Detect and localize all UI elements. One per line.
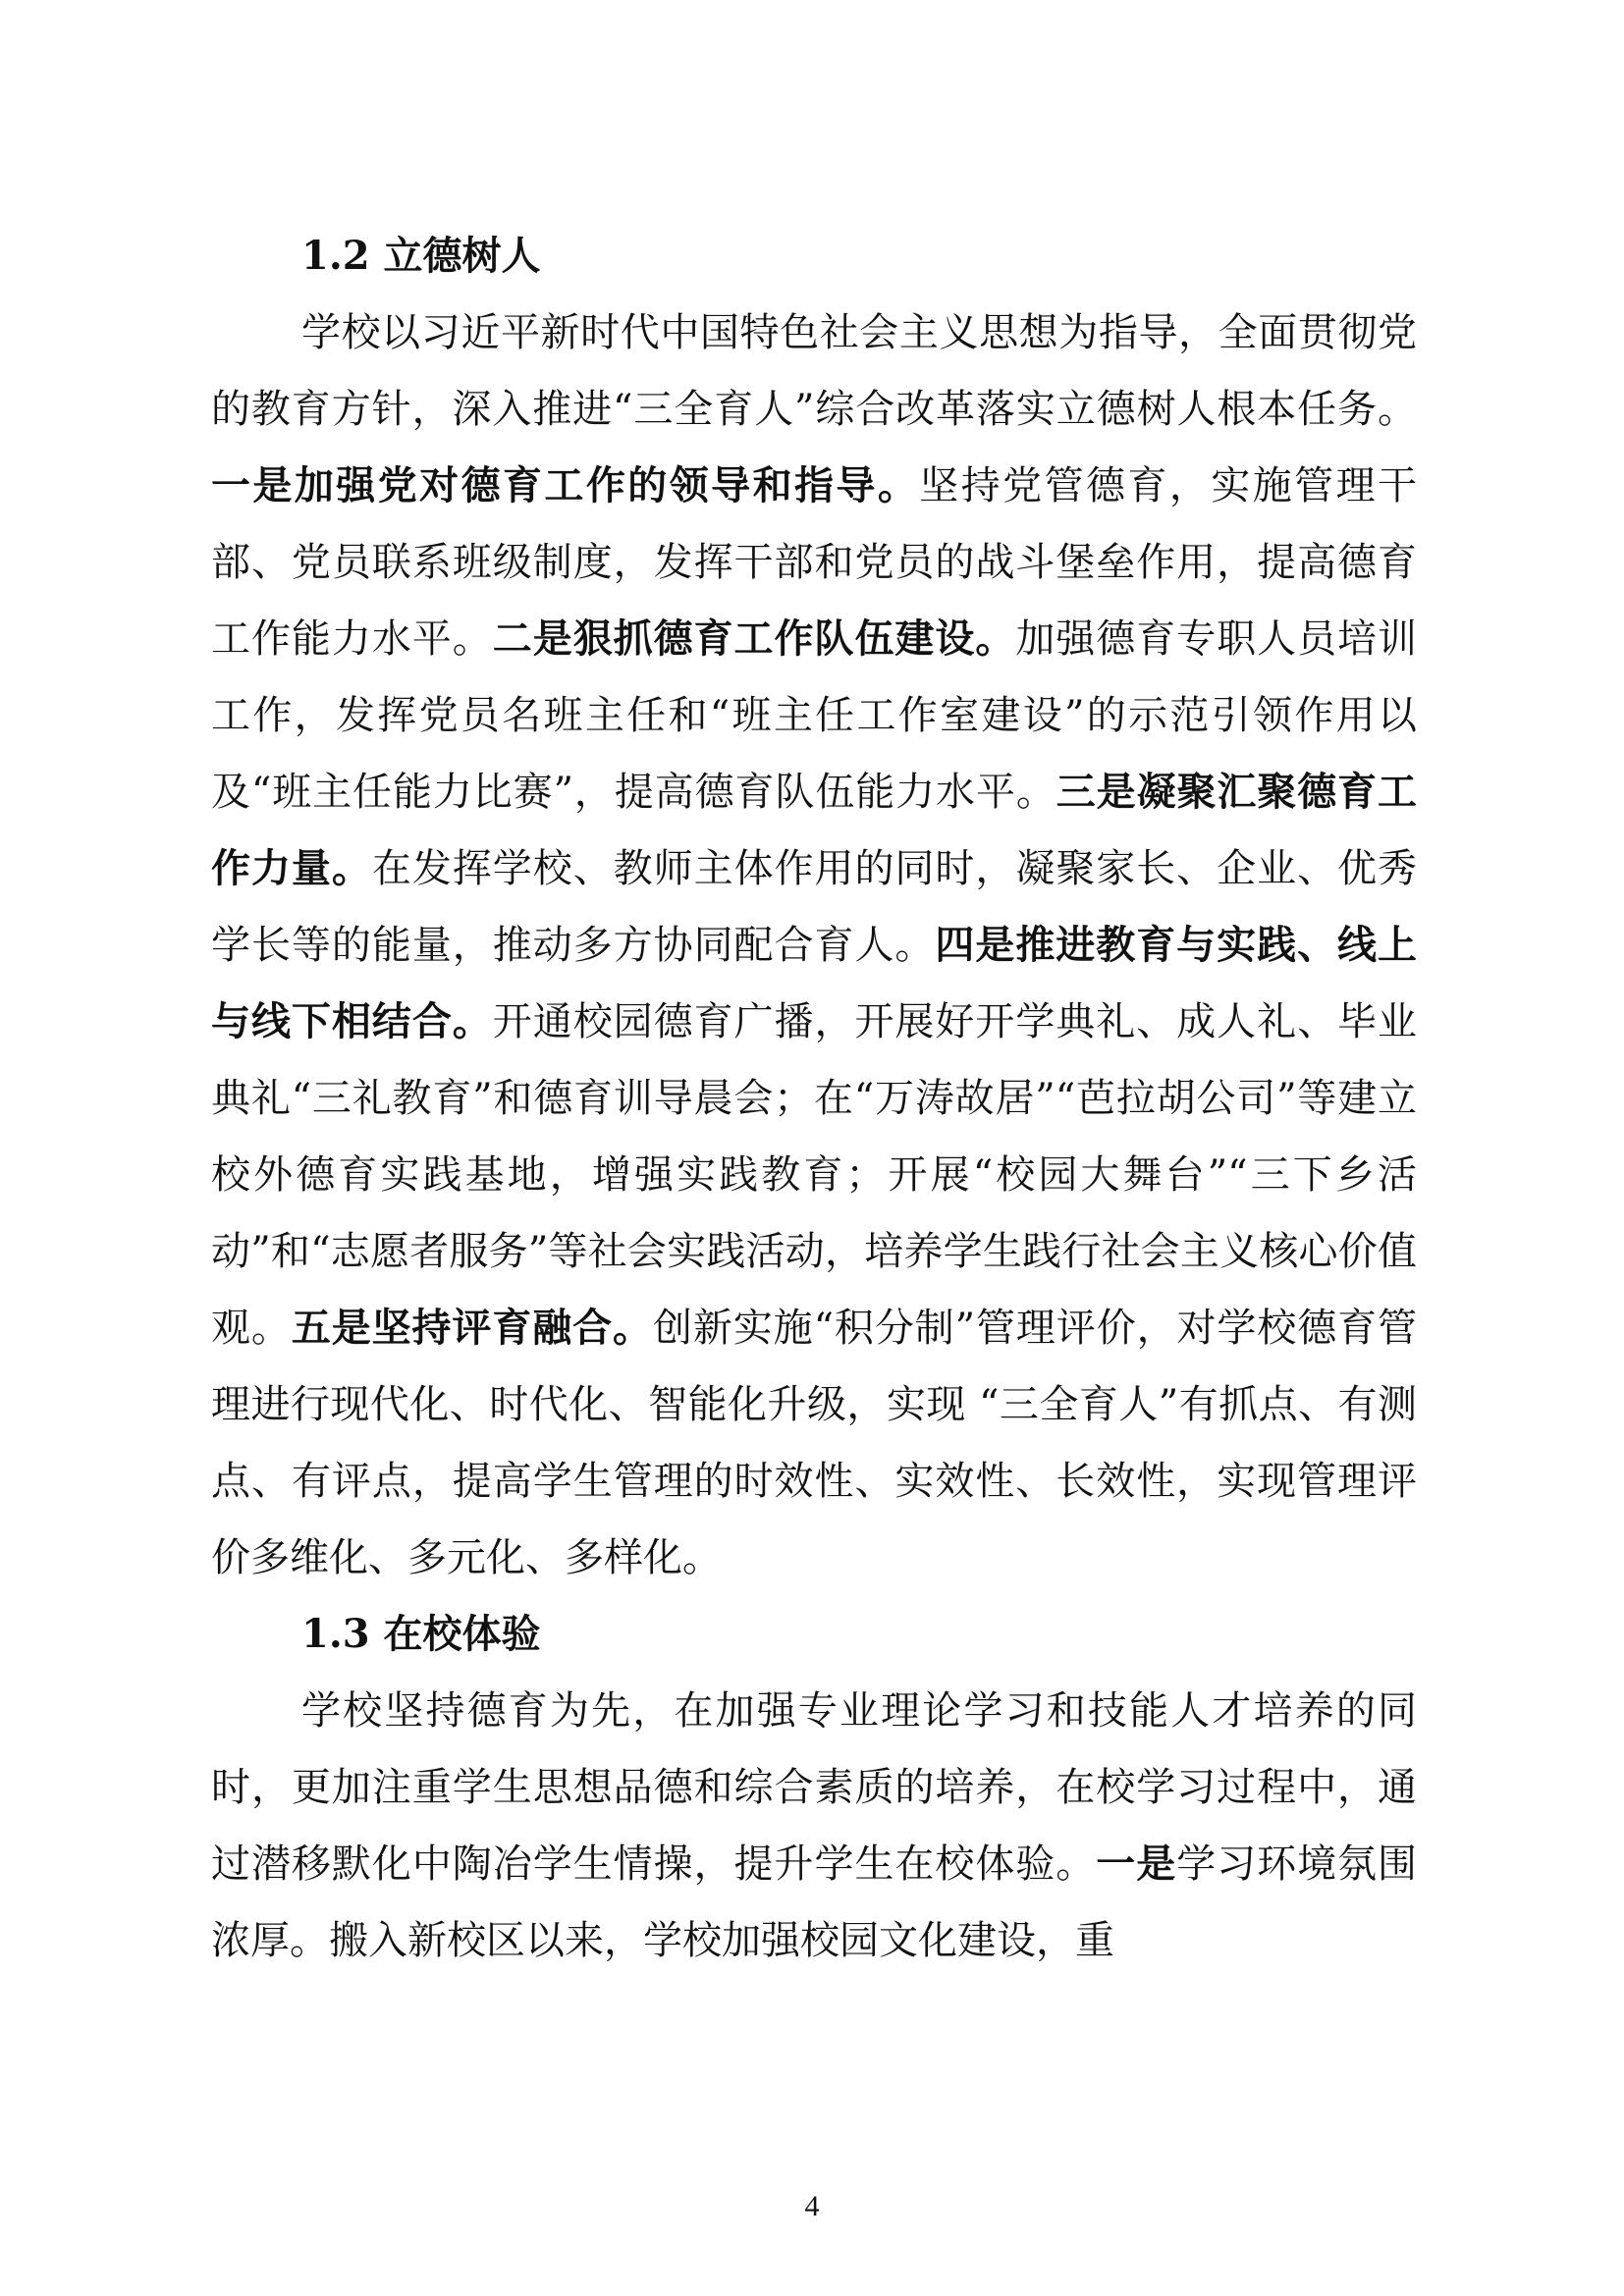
text-run: 学校以习近平新时代中国特色社会主义思想为指导，全面贯彻党的教育方针，深入推进“三全育人”综合改革落实立德树人根本任务。 (211, 310, 1417, 432)
bold-point-3: 三是凝聚汇聚德育工作力量。 (211, 769, 1418, 891)
section-heading-1-2: 1.2 立德树人 (301, 233, 541, 279)
bold-point-1: 一是加强党对德育工作的领导和指导。 (211, 462, 920, 508)
text-run: 学校坚持德育为先，在加强专业理论学习和技能人才培养的同时，更加注重学生思想品德和综合素质的培养，在校学习过程中，通过潜移默化中陶冶学生情操，提升学生在校体验。 (211, 1688, 1417, 1887)
text-run: 加强德育专职人员培训工作，发挥党员名班主任和“班主任工作室建设”的示范引领作用以及“班主任能力比赛”，提高德育队伍能力水平。 (211, 616, 1418, 815)
bold-point-4: 四是推进教育与实践、线上与线下相结合。 (211, 922, 1418, 1044)
page-content (211, 218, 1417, 1979)
text-run: 创新实施“积分制”管理评价，对学校德育管理进行现代化、时代化、智能化升级，实现 “三全育人”有抓点、有测点、有评点，提高学生管理的时效性、实效性、长效性，实现管理评价多维化、多元化、多样化。 (211, 1306, 1418, 1580)
section-heading-1-3: 1.3 在校体验 (301, 1611, 541, 1657)
text-run: 坚持党管德育，实施管理干部、党员联系班级制度，发挥干部和党员的战斗堡垒作用，提高德育工作能力水平。 (211, 463, 1418, 662)
bold-point-5: 五是坚持评育融合。 (291, 1305, 653, 1351)
paragraph-moral-education (211, 294, 1417, 1596)
bold-point-2: 二是狠抓德育工作队伍建设。 (492, 615, 1016, 662)
text-run: 学习环境氛围浓厚。搬入新校区以来，学校加强校园文化建设，重 (211, 1842, 1418, 1963)
text-run: 在发挥学校、教师主体作用的同时，凝聚家长、企业、优秀学长等的能量，推动多方协同配合育人。 (211, 846, 1418, 968)
paragraph-school-experience (211, 1673, 1417, 1979)
page-number: 4 (804, 2190, 820, 2222)
text-run: 开通校园德育广播，开展好开学典礼、成人礼、毕业典礼“三礼教育”和德育训导晨会；在“万涛故居”“芭拉胡公司”等建立校外德育实践基地，增强实践教育；开展“校园大舞台”“三下乡活动”和“志愿者服务”等社会实践活动，培养学生践行社会主义核心价值观。 (211, 999, 1418, 1351)
bold-point-1: 一是 (1096, 1841, 1177, 1887)
